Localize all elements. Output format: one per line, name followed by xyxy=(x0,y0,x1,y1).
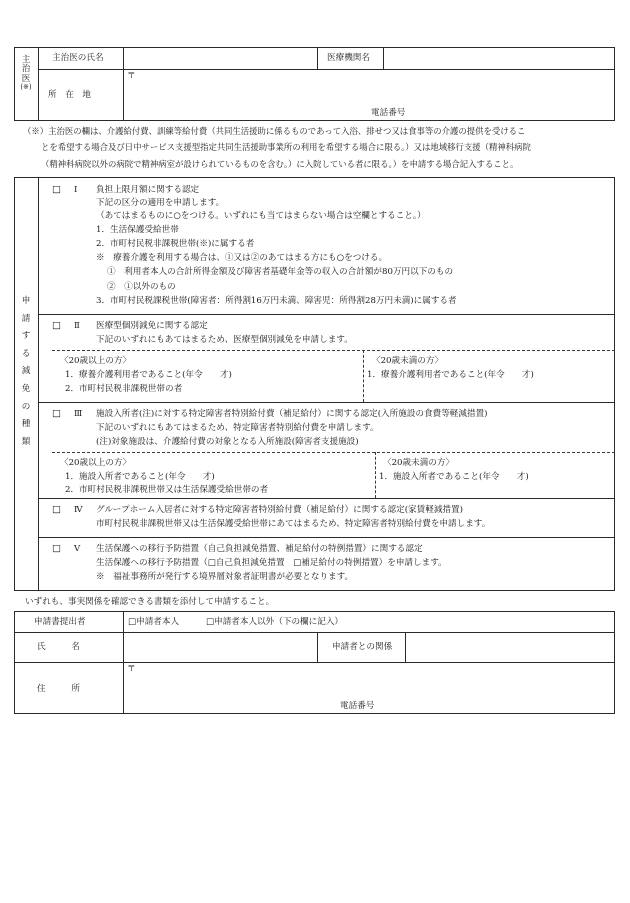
submitter-option-other[interactable]: □申請者本人以外（下の欄に記入） xyxy=(206,617,344,627)
doctor-phone-label: 電話番号 xyxy=(371,108,406,118)
section-divider xyxy=(38,402,615,403)
section-2-right-item: 1．療養介護利用者であること(年令 才) xyxy=(367,370,534,380)
section-3-left-item: 2．市町村民税非課税世帯又は生活保護受給世帯の者 xyxy=(65,485,269,495)
section-1-option[interactable]: 3．市町村民税課税世帯(障害者：所得割16万円未満、障害児：所得割28万円未満)に属する者 xyxy=(96,296,457,306)
section-2-right-head: 〈20歳未満の方〉 xyxy=(372,356,444,366)
section-1-option[interactable]: ② ①以外のもの xyxy=(107,282,176,292)
submitter-phone-label: 電話番号 xyxy=(340,701,375,711)
section-3-dashed-top xyxy=(52,452,615,453)
submitter-name-field[interactable] xyxy=(124,633,316,661)
submitter-name-label: 氏 名 xyxy=(37,642,80,652)
submitter-option-self[interactable]: □申請者本人 xyxy=(128,617,180,627)
section-5-title: 生活保護への移行予防措置（自己負担減免措置、補足給付の特例措置）に関する認定 xyxy=(96,544,423,554)
doctor-address-field[interactable] xyxy=(124,70,614,120)
section-3-checkbox[interactable]: □ xyxy=(52,408,61,419)
postal-mark: 〒 xyxy=(127,71,136,81)
submitter-address-label: 住 所 xyxy=(37,684,80,694)
submitter-relation-divider-a xyxy=(317,632,318,662)
doctor-name-field[interactable] xyxy=(124,48,316,68)
section-5-number: Ⅴ xyxy=(74,544,81,554)
reduction-side-divider xyxy=(38,177,39,591)
section-3-line: (注)対象施設は、介護給付費の対象となる入所施設(障害者支援施設) xyxy=(96,437,359,447)
section-3-left-head: 〈20歳以上の方〉 xyxy=(60,458,132,468)
reduction-side-label: 申 請 す る 減 免 の 種 類 xyxy=(21,296,31,447)
doctor-institution-label: 医療機関名 xyxy=(327,53,370,63)
section-2-checkbox[interactable]: □ xyxy=(52,320,61,331)
section-5-note: ※ 福祉事務所が発行する境界層対象者証明書が必要となります。 xyxy=(96,572,354,582)
section-divider xyxy=(38,537,615,538)
section-1-option[interactable]: 2．市町村民税非課税世帯(※)に属する者 xyxy=(96,239,255,249)
section-3-right-head: 〈20歳未満の方〉 xyxy=(383,458,455,468)
section-3-right-item: 1．施設入所者であること(年令 才) xyxy=(379,472,529,482)
doctor-side-divider xyxy=(38,47,39,121)
doctor-inst-divider-a xyxy=(317,47,318,69)
submitter-relation-field[interactable] xyxy=(406,633,614,661)
section-1-line: （あてはまるものに○をつける。いずれにも当てはまらない場合は空欄とすること。） xyxy=(96,211,426,221)
section-4-number: Ⅳ xyxy=(74,505,83,515)
attach-note: いずれも、事実関係を確認できる書類を添付して申請すること。 xyxy=(25,597,275,607)
section-2-left-head: 〈20歳以上の方〉 xyxy=(60,356,132,366)
section-1-option[interactable]: 1．生活保護受給世帯 xyxy=(96,225,179,235)
doctor-name-label: 主治医の氏名 xyxy=(52,53,104,63)
section-2-left-item: 1．療養介護利用者であること(年令 才) xyxy=(65,370,232,380)
section-3-left-item: 1．施設入所者であること(年令 才) xyxy=(65,472,215,482)
section-2-title: 医療型個別減免に関する認定 xyxy=(96,321,208,331)
submitter-label: 申請書提出者 xyxy=(34,617,86,627)
section-divider xyxy=(38,498,615,499)
section-1-line: ※ 療養介護を利用する場合は、①又は②のあてはまる方にも○をつける。 xyxy=(96,253,388,263)
section-1-option[interactable]: ① 利用者本人の合計所得金額及び障害者基礎年金等の収入の合計額が80万円以下のもの xyxy=(107,267,454,277)
doctor-institution-field[interactable] xyxy=(384,48,614,68)
section-1-line: 下記の区分の適用を申請します。 xyxy=(96,198,225,208)
section-2-dashed-top xyxy=(52,350,615,351)
submitter-postal-mark: 〒 xyxy=(127,664,136,674)
section-1-title: 負担上限月額に関する認定 xyxy=(96,185,200,195)
section-3-title: 施設入所者(注)に対する特定障害者特別給付費（補足給付）に関する認定(入所施設の食費等軽減措置) xyxy=(96,409,488,419)
section-3-number: Ⅲ xyxy=(74,409,83,419)
section-2-dashed-middle xyxy=(363,350,364,402)
note-line: とを希望する場合及び日中サービス支援型指定共同生活援助事業所の利用を希望する場合に限る。）又は地域移行支援（精神科病院 xyxy=(41,142,531,152)
section-4-title: グループホーム入居者に対する特定障害者特別給付費（補足給付）に関する認定(家賃軽減措置) xyxy=(96,505,463,515)
doctor-side-label: 主 治 医 (※) xyxy=(20,55,32,92)
section-divider xyxy=(38,314,615,315)
doctor-address-label: 所 在 地 xyxy=(48,90,91,100)
section-3-line: 下記のいずれにもあてはまるため、特定障害者特別給付費を申請します。 xyxy=(96,423,379,433)
section-1-number: Ⅰ xyxy=(74,185,78,195)
section-1-checkbox[interactable]: □ xyxy=(52,184,61,195)
section-2-left-item: 2．市町村民税非課税世帯の者 xyxy=(65,384,183,394)
section-2-number: Ⅱ xyxy=(74,321,80,331)
section-3-dashed-middle xyxy=(375,452,376,498)
section-2-line: 下記のいずれにもあてはまるため、医療型個別減免を申請します。 xyxy=(96,335,353,345)
section-5-checkbox[interactable]: □ xyxy=(52,543,61,554)
note-line: （精神科病院以外の病院で精神病室が設けられているものを含む。）に入院している者に限る。）を申請する場合記入すること。 xyxy=(41,159,519,169)
section-4-checkbox[interactable]: □ xyxy=(52,504,61,515)
section-4-line: 市町村民税非課税世帯又は生活保護受給世帯にあてはまるため、特定障害者特別給付費を申請します。 xyxy=(96,519,491,529)
note-line: （※）主治医の欄は、介護給付費、訓練等給付費（共同生活援助に係るものであって入浴、排せつ又は食事等の介護の提供を受けるこ xyxy=(23,126,526,136)
submitter-relation-label: 申請者との関係 xyxy=(332,642,393,652)
section-5-line: 生活保護への移行予防措置（□自己負担減免措置 □補足給付の特例措置）を申請します。 xyxy=(96,558,447,568)
